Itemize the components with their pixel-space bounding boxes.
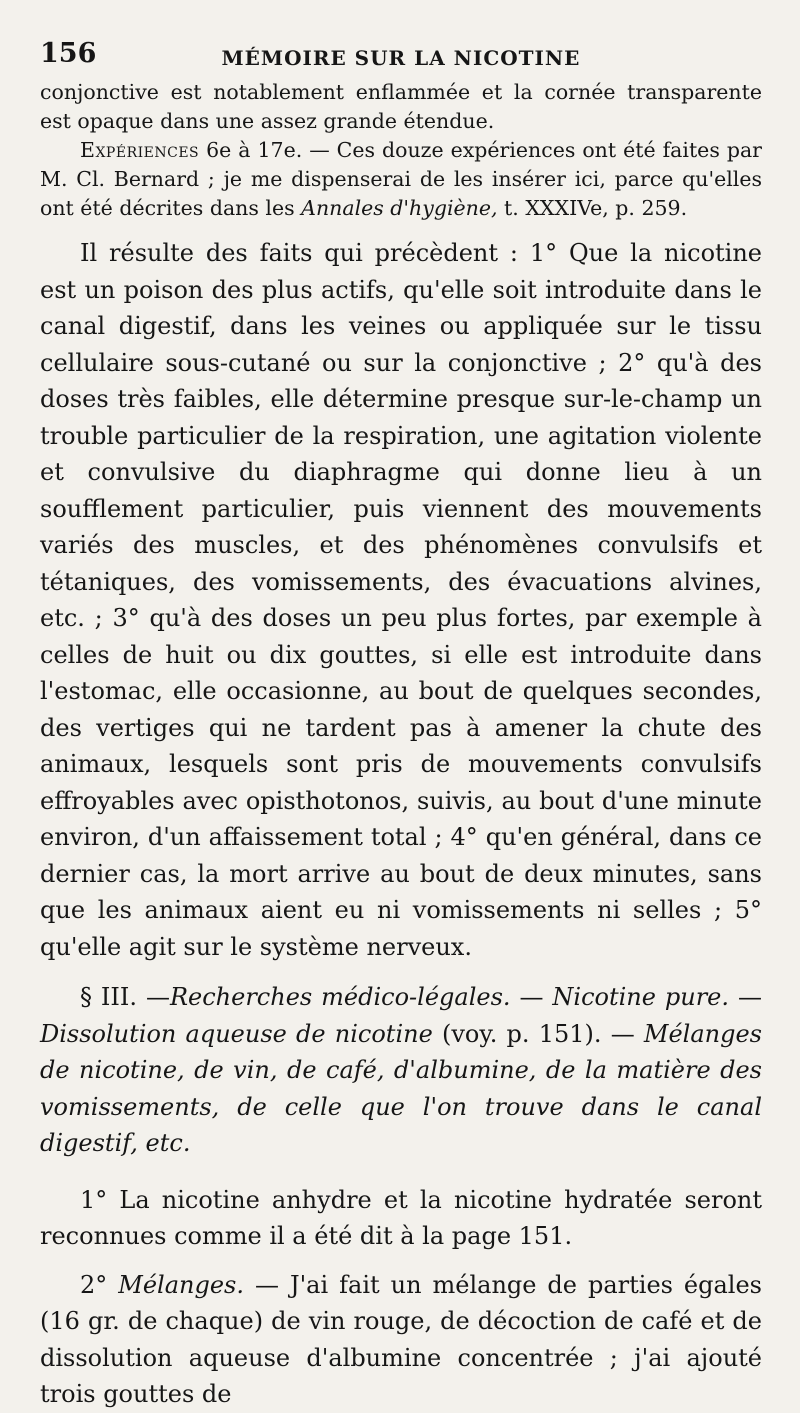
page-number: 156 — [40, 38, 97, 69]
anhydrous-paragraph: 1° La nicotine anhydre et la nicotine hydratée seront reconnues comme il a été dit à la page 151. — [40, 1185, 762, 1250]
running-title: MÉMOIRE SUR LA NICOTINE — [221, 46, 581, 70]
summary-paragraph: Il résulte des faits qui précèdent : 1° Que la nicotine est un poison des plus actifs, qu'elle soit introduite dans le canal digestif, dans les veines ou appliquée sur le tissu cellulaire sous-cutané ou sur la conjonctive ; 2° qu'à des doses très faibles, elle détermine presque sur-le-champ un trouble particulier de la respiration, une agitation violente et convulsive du diaphragme qui donne lieu à un soufflement particulier, puis viennent des mouvements variés des muscles, et des phénomènes convulsifs et tétaniques, des vomissements, des évacuations alvines, etc. ; 3° qu'à des doses un peu plus fortes, par exemple à celles de huit ou dix gouttes, si elle est introduite dans l'estomac, elle occasionne, au bout de quelques secondes, des vertiges qui ne tardent pas à amener la chute des animaux, lesquels sont pris de mouvements convulsifs effroyables avec opisthotonos, suivis, au bout d'une minute environ, d'un affaissement total ; 4° qu'en général, dans ce dernier cas, la mort arrive au bout de deux minutes, sans que les animaux aient eu ni vomissements ni selles ; 5° qu'elle agit sur le système nerveux. — [40, 239, 762, 961]
experiments-text: — Ces douze expériences ont été faites par M. Cl. Bernard ; je me dispenserai de les insérer ici, parce qu'elles ont été décrites dans les — [40, 138, 762, 220]
mixtures-label: Mélanges. — [118, 1270, 244, 1299]
section-dash: — — [519, 983, 544, 1011]
journal-reference: t. XXXIVe, p. 259. — [504, 196, 688, 220]
section-heading — [40, 979, 762, 1162]
mixtures-number: 2° — [80, 1270, 108, 1299]
section-number: § III. — [80, 983, 138, 1011]
continued-paragraph: conjonctive est notablement enflammée et la cornée transparente est opaque dans une assez grande étendue. — [40, 80, 762, 133]
section-subtitle-dissolution: Dissolution aqueuse de nicotine — [40, 1019, 433, 1048]
experiments-label: Expériences — [80, 138, 200, 162]
section-dash: — — [610, 1019, 635, 1048]
section-subtitle-pure: Nicotine pure. — [552, 983, 730, 1011]
section-dash: — — [145, 983, 170, 1011]
section-dash: — — [737, 983, 762, 1011]
page-header — [40, 38, 762, 78]
section-title: Recherches médico-légales. — [169, 983, 511, 1011]
mixtures-paragraph — [40, 1267, 762, 1413]
journal-title: Annales d'hygiène, — [301, 196, 498, 220]
section-page-ref: (voy. p. 151). — [441, 1019, 602, 1048]
experiments-paragraph — [40, 136, 762, 223]
section-subtitle-mixtures: Mélanges de nicotine, de vin, de café, d'albumine, de la matière des vomissements, de celle que l'on trouve dans le canal digestif, etc. — [40, 1019, 762, 1157]
experiments-range: 6e à 17e. — [206, 138, 303, 162]
mixtures-text: — J'ai fait un mélange de parties égales (16 gr. de chaque) de vin rouge, de décoction de café et de dissolution aqueuse d'albumine concentrée ; j'ai ajouté trois gouttes de — [40, 1270, 762, 1408]
